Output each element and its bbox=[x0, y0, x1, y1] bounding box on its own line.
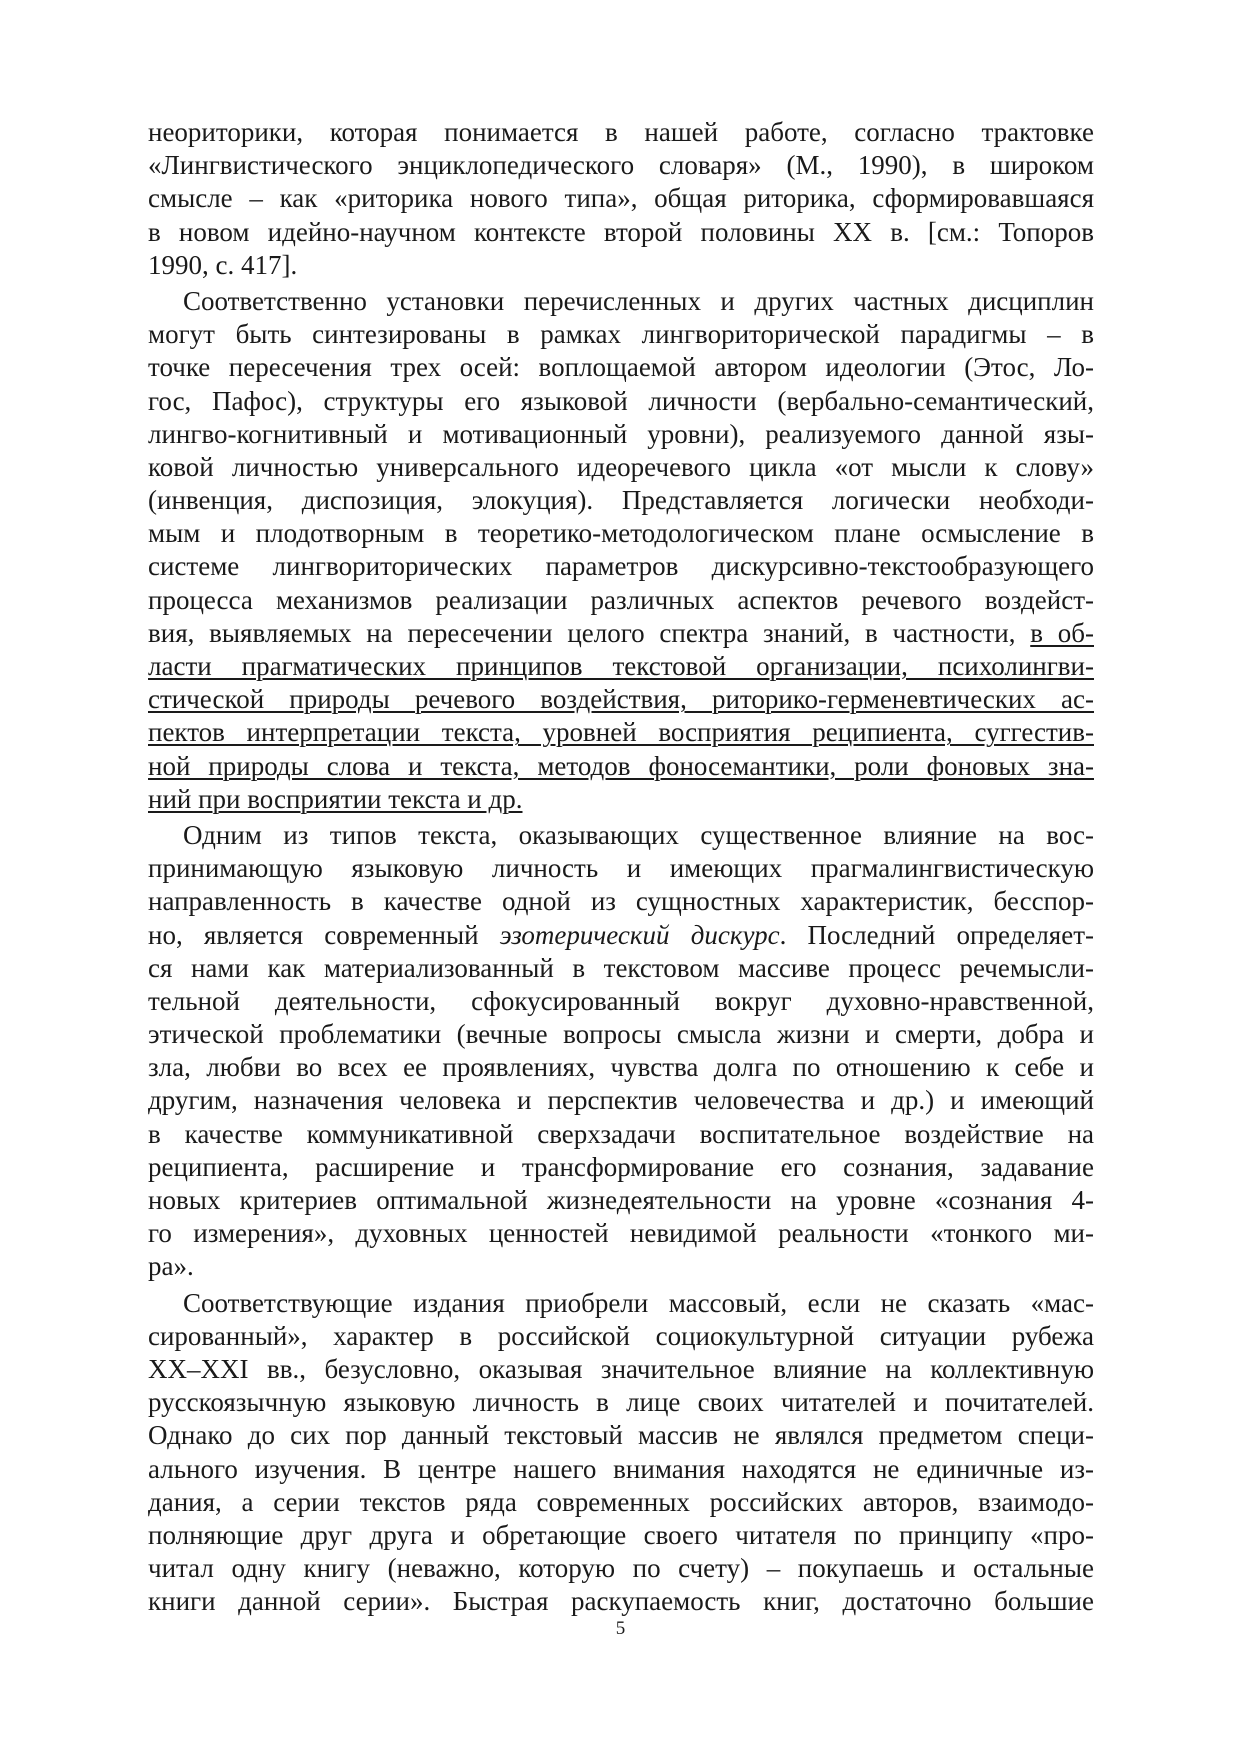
text-line bbox=[148, 919, 1094, 952]
text-segment: . Последний определяет- bbox=[779, 919, 1094, 950]
page-number: 5 bbox=[615, 1618, 626, 1639]
paragraph-3 bbox=[148, 819, 1094, 1284]
text-line: ковой личностью универсального идеоречевого цикла «от мысли к слову» bbox=[148, 451, 1094, 482]
text-line: смысле – как «риторика нового типа», общая риторика, сформировавшаяся bbox=[148, 183, 1094, 214]
text-segment: но, является современный bbox=[148, 919, 500, 950]
text-line: дания, а серии текстов ряда современных российских авторов, взаимодо- bbox=[148, 1486, 1094, 1517]
text-line: сированный», характер в российской социокультурной ситуации рубежа bbox=[148, 1320, 1094, 1351]
underlined-line: ний при восприятии текста и др. bbox=[148, 783, 523, 814]
text-line: процесса механизмов реализации различных аспектов речевого воздейст- bbox=[148, 584, 1094, 615]
text-line: Одним из типов текста, оказывающих существенное влияние на вос- bbox=[183, 819, 1094, 850]
text-line: гос, Пафос), структуры его языковой личности (вербально-семантический, bbox=[148, 385, 1094, 416]
underlined-line: ласти прагматических принципов текстовой организации, психолингви- bbox=[148, 651, 1094, 681]
text-line: в качестве коммуникативной сверхзадачи воспитательное воздействие на bbox=[148, 1118, 1094, 1149]
text-line: «Лингвистического энциклопедического словаря» (М., 1990), в широком bbox=[148, 150, 1094, 181]
paragraph-4 bbox=[148, 1287, 1094, 1619]
text-line: неориторики, которая понимается в нашей работе, согласно трактовке bbox=[148, 117, 1094, 147]
document-page bbox=[148, 116, 1094, 1618]
text-line: точке пересечения трех осей: воплощаемой автором идеологии (Этос, Ло- bbox=[148, 352, 1094, 383]
text-line: лингво-когнитивный и мотивационный уровни), реализуемого данной язы- bbox=[148, 418, 1094, 449]
text-line: направленность в качестве одной из сущностных характеристик, бесспор- bbox=[148, 886, 1094, 917]
underlined-text: в об- bbox=[1030, 617, 1094, 648]
text-line: ся нами как материализованный в текстовом массиве процесс речемысли- bbox=[148, 952, 1094, 983]
text-line: полняющие друг друга и обретающие своего читателя по принципу «про- bbox=[148, 1519, 1094, 1550]
text-line: Однако до сих пор данный текстовый массив не являлся предметом специ- bbox=[148, 1420, 1094, 1451]
text-segment: вия, выявляемых на пересечении целого спектра знаний, в частности, bbox=[148, 617, 1031, 648]
text-line: мым и плодотворным в теоретико-методологическом плане осмысление в bbox=[148, 518, 1094, 549]
text-line: (инвенция, диспозиция, элокуция). Представляется логически необходи- bbox=[148, 485, 1094, 516]
text-line: ального изучения. В центре нашего внимания находятся не единичные из- bbox=[148, 1453, 1094, 1484]
italic-term: эзотерический дискурс bbox=[499, 919, 780, 950]
paragraph-2 bbox=[148, 285, 1094, 816]
text-line: XX–XXI вв., безусловно, оказывая значительное влияние на коллективную bbox=[148, 1353, 1094, 1384]
underlined-line: пектов интерпретации текста, уровней восприятия реципиента, суггестив- bbox=[148, 717, 1094, 748]
text-line: русскоязычную языковую личность в лице своих читателей и почитателей. bbox=[148, 1387, 1094, 1418]
text-line: реципиента, расширение и трансформирование его сознания, задавание bbox=[148, 1151, 1094, 1182]
text-line: книги данной серии». Быстрая раскупаемость книг, достаточно большие bbox=[148, 1586, 1094, 1617]
text-line: ра». bbox=[148, 1251, 194, 1282]
underlined-line: ной природы слова и текста, методов фоносемантики, роли фоновых зна- bbox=[148, 750, 1094, 781]
text-line: зла, любви во всех ее проявлениях, чувства долга по отношению к себе и bbox=[148, 1052, 1094, 1083]
text-line: системе лингвориторических параметров дискурсивно-текстообразующего bbox=[148, 551, 1094, 582]
text-line: тельной деятельности, сфокусированный вокруг духовно-нравственной, bbox=[148, 985, 1094, 1016]
text-line bbox=[148, 617, 1094, 650]
text-line: могут быть синтезированы в рамках лингвориторической парадигмы – в bbox=[148, 319, 1094, 350]
underlined-line: стической природы речевого воздействия, риторико-герменевтических ас- bbox=[148, 684, 1094, 715]
text-line: в новом идейно-научном контексте второй половины XX в. [см.: Топоров bbox=[148, 216, 1094, 247]
paragraph-1 bbox=[148, 116, 1094, 282]
text-line: этической проблематики (вечные вопросы смысла жизни и смерти, добра и bbox=[148, 1019, 1094, 1050]
text-line: го измерения», духовных ценностей невидимой реальности «тонкого ми- bbox=[148, 1218, 1094, 1249]
text-line: Соответствующие издания приобрели массовый, если не сказать «мас- bbox=[183, 1287, 1094, 1318]
text-line: другим, назначения человека и перспектив человечества и др.) и имеющий bbox=[148, 1085, 1094, 1116]
text-line: новых критериев оптимальной жизнедеятельности на уровне «сознания 4- bbox=[148, 1185, 1094, 1215]
text-line: Соответственно установки перечисленных и других частных дисциплин bbox=[183, 285, 1094, 316]
text-line: 1990, с. 417]. bbox=[148, 249, 298, 280]
text-line: принимающую языковую личность и имеющих прагмалингвистическую bbox=[148, 853, 1094, 884]
text-line: читал одну книгу (неважно, которую по счету) – покупаешь и остальные bbox=[148, 1553, 1094, 1584]
